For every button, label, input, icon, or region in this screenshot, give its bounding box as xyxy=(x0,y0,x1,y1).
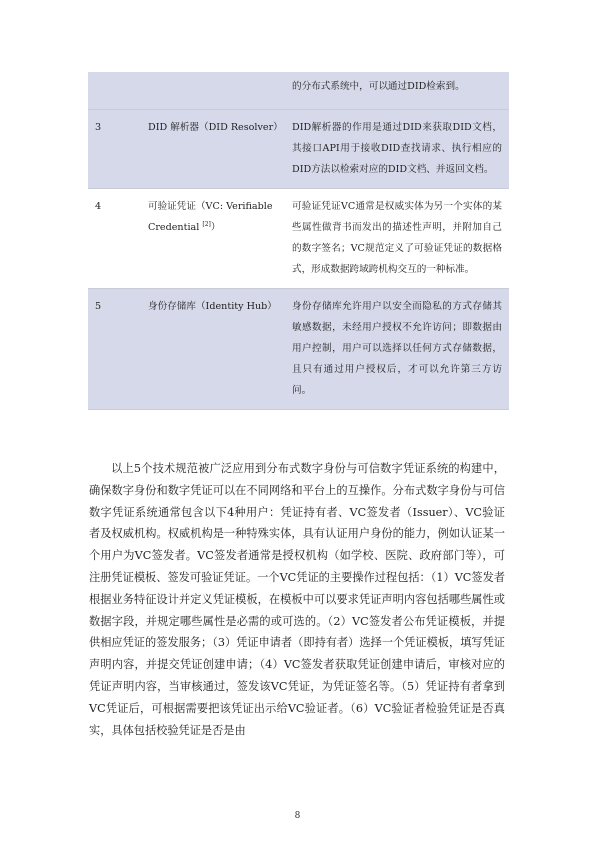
row-name xyxy=(141,189,285,289)
row-description: 的分布式系统中，可以通过DID检索到。 xyxy=(285,72,509,110)
page-number: 8 xyxy=(294,811,301,821)
row-name-tail: ） xyxy=(210,222,221,233)
table-row xyxy=(88,110,509,189)
row-description: 可验证凭证VC通常是权威实体为另一个实体的某些属性做背书而发出的描述性声明，并附加自己的数字签名；VC规范定义了可验证凭证的数据格式，形成数据跨域跨机构交互的一种标准。 xyxy=(292,201,502,275)
citation-ref[interactable]: [2] xyxy=(202,220,211,228)
row-number xyxy=(88,72,141,110)
row-description: 身份存储库允许用户以安全而隐私的方式存储其敏感数据，未经用户授权不允许访问；即数据由用户控制，用户可以选择以任何方式存储数据，且只有通过用户授权后，才可以允许第三方访问。 xyxy=(285,289,509,410)
table-row xyxy=(88,72,509,110)
table-row xyxy=(88,289,509,410)
row-name: 身份存储库（Identity Hub） xyxy=(141,289,285,410)
row-name xyxy=(141,72,285,110)
table-row xyxy=(88,189,509,289)
row-name: DID 解析器（DID Resolver） xyxy=(141,110,285,189)
row-number: 3 xyxy=(88,110,141,189)
spec-table xyxy=(88,72,509,410)
row-number: 4 xyxy=(95,201,102,212)
body-paragraph xyxy=(89,458,505,741)
row-description: DID解析器的作用是通过DID来获取DID文档，其接口API用于接收DID查找请求、执行相应的DID方法以检索对应的DID文档、并返回文档。 xyxy=(285,110,509,189)
body-paragraph-text: 以上5个技术规范被广泛应用到分布式数字身份与可信数字凭证系统的构建中，确保数字身份和数字凭证可以在不同网络和平台上的互操作。分布式数字身份与可信数字凭证系统通常包含以下4种用户：凭证持有者、VC签发者（Issuer）、VC验证者及权威机构。权威机构是一种特殊实体，具有认证用户身份的能力，例如认证某一个用户为VC签发者。VC签发者通常是授权机构（如学校、医院、政府部门等），可注册凭证模板、签发可验证凭证。一个VC凭证的主要操作过程包括：（1）VC签发者根据业务特征设计并定义凭证模板，在模板中可以要求凭证声明内容包括哪些属性或数据字段，并规定哪些属性是必需的或可选的。（2）VC签发者公布凭证模板，并提供相应凭证的签发服务；（3）凭证申请者（即持有者）选择一个凭证模板，填写凭证声明内容，并提交凭证创建申请；（4）VC签发者获取凭证创建申请后，审核对应的凭证声明内容，当审核通过，签发该VC凭证，为凭证签名等。（5）凭证持有者拿到VC凭证后，可根据需要把该凭证出示给VC验证者。（6）VC验证者检验凭证是否真实，具体包括校验凭证是否是由 xyxy=(89,462,505,737)
row-number: 5 xyxy=(88,289,141,410)
row-name-text: 可验证凭证（VC: Verifiable Credential xyxy=(148,201,273,233)
